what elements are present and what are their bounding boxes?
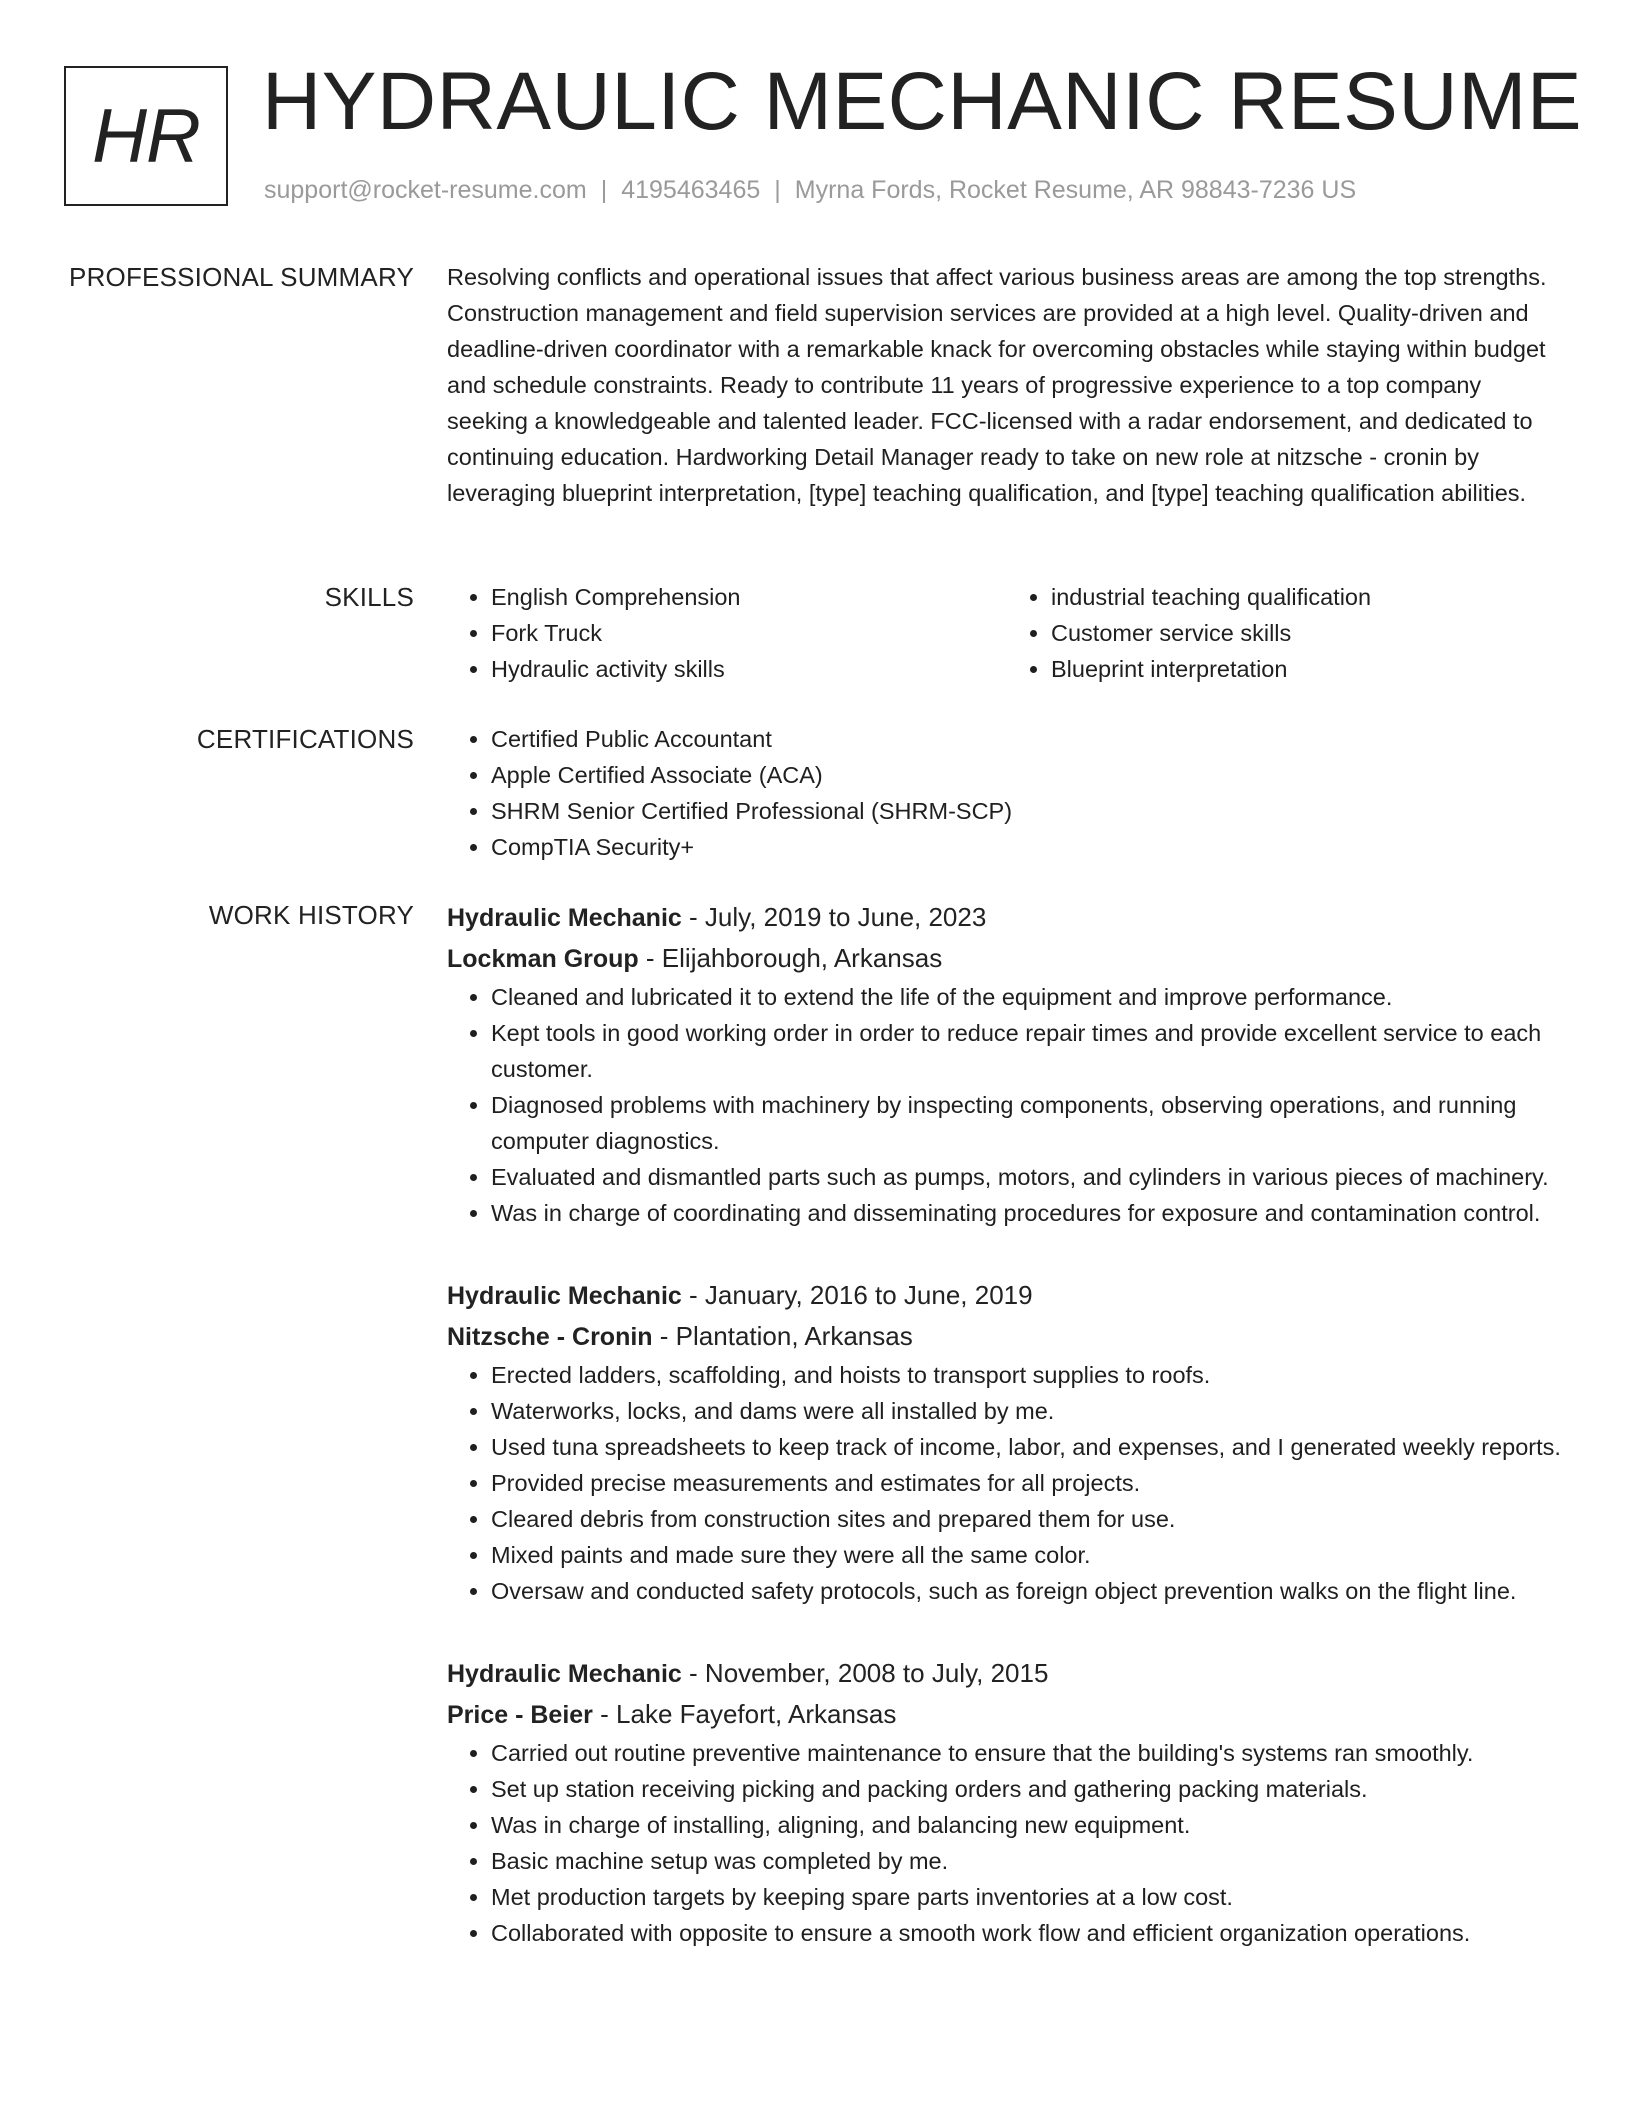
- job-duty: • Was in charge of coordinating and disseminating procedures for exposure and contamination control.: [491, 1195, 1567, 1231]
- summary-text: Resolving conflicts and operational issues that affect various business areas are among the top strengths. Construction management and field supervision services are provided at a high level. Quality-driven and deadline-driven coordinator with a remarkable knack for overcoming obstacles while staying within budget and schedule constraints. Ready to contribute 11 years of progressive experience to a top company seeking a knowledgeable and talented leader. FCC-licensed with a radar endorsement, and dedicated to continuing education. Hardworking Detail Manager ready to take on new role at nitzsche - cronin by leveraging blueprint interpretation, [type] teaching qualification, and [type] teaching qualification abilities.: [447, 264, 1547, 506]
- certification-item: • Apple Certified Associate (ACA): [491, 757, 1567, 793]
- contact-separator: |: [600, 176, 608, 204]
- job-company-line: [447, 1694, 1567, 1735]
- job-duty: • Mixed paints and made sure they were all the same color.: [491, 1537, 1567, 1573]
- job-duties-list: [447, 1357, 1567, 1609]
- skill-item: • industrial teaching qualification: [1051, 579, 1567, 615]
- contact-separator: |: [774, 176, 781, 204]
- skill-item: • English Comprehension: [491, 579, 1007, 615]
- job-duty: • Cleared debris from construction sites and prepared them for use.: [491, 1501, 1567, 1537]
- job-entry: [447, 1275, 1567, 1609]
- certifications-list: [447, 721, 1567, 865]
- certifications-body: [447, 721, 1567, 865]
- job-duty: • Erected ladders, scaffolding, and hoists to transport supplies to roofs.: [491, 1357, 1567, 1393]
- job-company-line: [447, 1316, 1567, 1357]
- job-dates: - July, 2019 to June, 2023: [681, 902, 987, 932]
- job-duty: • Used tuna spreadsheets to keep track of income, labor, and expenses, and I generated weekly reports.: [491, 1429, 1567, 1465]
- certification-item: • SHRM Senior Certified Professional (SHRM-SCP): [491, 793, 1567, 829]
- job-duty: • Oversaw and conducted safety protocols, such as foreign object prevention walks on the flight line.: [491, 1573, 1567, 1609]
- contact-line: [264, 174, 1356, 206]
- certification-item: • Certified Public Accountant: [491, 721, 1567, 757]
- skill-item: • Blueprint interpretation: [1051, 651, 1567, 687]
- job-dates: - November, 2008 to July, 2015: [681, 1658, 1049, 1688]
- job-company: Nitzsche - Cronin: [447, 1323, 653, 1351]
- monogram-badge: HR: [64, 66, 228, 206]
- skills-body: [447, 579, 1567, 687]
- job-title-line: [447, 1275, 1567, 1316]
- work-history-body: [447, 897, 1567, 1995]
- contact-address: Myrna Fords, Rocket Resume, AR 98843-7236 US: [794, 176, 1357, 204]
- job-duty: • Waterworks, locks, and dams were all installed by me.: [491, 1393, 1567, 1429]
- job-dates: - January, 2016 to June, 2019: [681, 1280, 1033, 1310]
- page-title: HYDRAULIC MECHANIC RESUME: [262, 56, 1583, 147]
- skill-item: • Customer service skills: [1051, 615, 1567, 651]
- section-label-skills: SKILLS: [324, 582, 414, 612]
- skills-grid: [447, 579, 1567, 687]
- contact-phone[interactable]: 4195463465: [621, 176, 761, 204]
- job-location: - Plantation, Arkansas: [652, 1321, 913, 1351]
- job-entry: [447, 897, 1567, 1231]
- job-duty: • Collaborated with opposite to ensure a smooth work flow and efficient organization operations.: [491, 1915, 1567, 1951]
- contact-email[interactable]: support@rocket-resume.com: [264, 176, 587, 204]
- job-duty: • Carried out routine preventive maintenance to ensure that the building's systems ran smoothly.: [491, 1735, 1567, 1771]
- job-company: Lockman Group: [447, 945, 639, 973]
- job-duty: • Evaluated and dismantled parts such as pumps, motors, and cylinders in various pieces of machinery.: [491, 1159, 1567, 1195]
- skill-item: • Hydraulic activity skills: [491, 651, 1007, 687]
- skills-list-left: [447, 579, 1007, 687]
- job-title-line: [447, 1653, 1567, 1694]
- job-duty: • Diagnosed problems with machinery by inspecting components, observing operations, and running computer diagnostics.: [491, 1087, 1567, 1159]
- job-duty: • Kept tools in good working order in order to reduce repair times and provide excellent service to each customer.: [491, 1015, 1567, 1087]
- job-title: Hydraulic Mechanic: [447, 904, 682, 932]
- job-duties-list: [447, 1735, 1567, 1951]
- certification-item: • CompTIA Security+: [491, 829, 1567, 865]
- job-duty: • Basic machine setup was completed by me.: [491, 1843, 1567, 1879]
- job-title: Hydraulic Mechanic: [447, 1282, 682, 1310]
- job-location: - Lake Fayefort, Arkansas: [592, 1699, 897, 1729]
- job-duties-list: [447, 979, 1567, 1231]
- job-title: Hydraulic Mechanic: [447, 1660, 682, 1688]
- summary-body: [447, 259, 1567, 511]
- job-company: Price - Beier: [447, 1701, 593, 1729]
- section-label-work-history: WORK HISTORY: [208, 900, 414, 930]
- job-duty: • Was in charge of installing, aligning, and balancing new equipment.: [491, 1807, 1567, 1843]
- skills-list-right: [1007, 579, 1567, 687]
- section-label-certifications: CERTIFICATIONS: [196, 724, 414, 754]
- job-company-line: [447, 938, 1567, 979]
- job-duty: • Met production targets by keeping spare parts inventories at a low cost.: [491, 1879, 1567, 1915]
- job-duty: • Cleaned and lubricated it to extend the life of the equipment and improve performance.: [491, 979, 1567, 1015]
- job-location: - Elijahborough, Arkansas: [638, 943, 943, 973]
- section-label-summary: PROFESSIONAL SUMMARY: [69, 262, 414, 292]
- job-duty: • Provided precise measurements and estimates for all projects.: [491, 1465, 1567, 1501]
- skill-item: • Fork Truck: [491, 615, 1007, 651]
- job-title-line: [447, 897, 1567, 938]
- job-duty: • Set up station receiving picking and packing orders and gathering packing materials.: [491, 1771, 1567, 1807]
- job-entry: [447, 1653, 1567, 1951]
